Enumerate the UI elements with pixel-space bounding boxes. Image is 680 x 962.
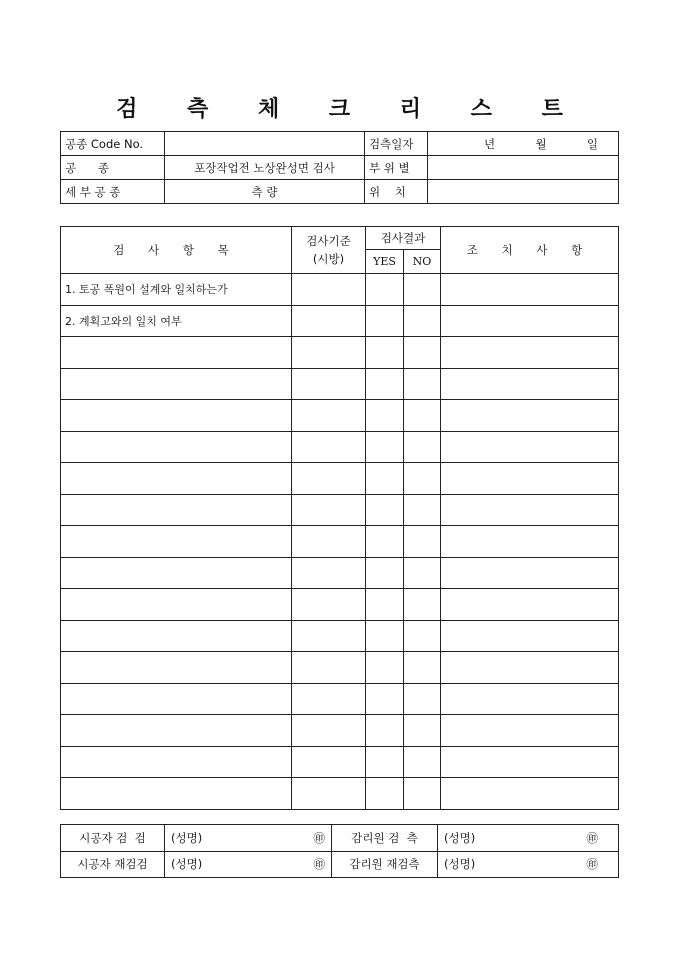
criteria-cell[interactable] — [292, 337, 366, 369]
name-placeholder: (성명) — [171, 857, 203, 872]
action-cell[interactable] — [441, 400, 619, 432]
yes-cell[interactable] — [366, 526, 404, 558]
criteria-cell[interactable] — [292, 368, 366, 400]
date-day-label: 일 — [586, 136, 598, 151]
table-row — [61, 400, 619, 432]
table-row — [61, 778, 619, 810]
yes-cell[interactable] — [366, 746, 404, 778]
no-cell[interactable] — [404, 526, 441, 558]
yes-cell[interactable] — [366, 494, 404, 526]
yes-cell[interactable] — [366, 557, 404, 589]
item-cell[interactable] — [61, 589, 292, 621]
item-cell[interactable] — [61, 683, 292, 715]
table-row — [61, 274, 619, 306]
criteria-cell[interactable] — [292, 683, 366, 715]
item-cell[interactable] — [61, 526, 292, 558]
yes-cell[interactable] — [366, 431, 404, 463]
col-header-result: 검사결과 — [366, 227, 441, 250]
col-header-no: NO — [404, 250, 441, 274]
no-cell[interactable] — [404, 589, 441, 621]
yes-cell[interactable] — [366, 368, 404, 400]
item-cell[interactable]: 1. 토공 폭원이 설계와 일치하는가 — [61, 274, 292, 306]
no-cell[interactable] — [404, 305, 441, 337]
contractor-inspect-sign-field[interactable] — [165, 825, 332, 852]
criteria-cell[interactable] — [292, 778, 366, 810]
criteria-cell[interactable] — [292, 746, 366, 778]
col-header-item: 검 사 항 목 — [61, 227, 292, 274]
action-cell[interactable] — [441, 368, 619, 400]
work-code-label: 공종 Code No. — [61, 132, 165, 156]
supervisor-reinspect-label: 감리원 재검측 — [332, 851, 438, 878]
table-row — [61, 463, 619, 495]
criteria-cell[interactable] — [292, 557, 366, 589]
supervisor-inspect-sign-field[interactable] — [438, 825, 619, 852]
action-cell[interactable] — [441, 337, 619, 369]
action-cell[interactable] — [441, 557, 619, 589]
action-cell[interactable] — [441, 463, 619, 495]
name-placeholder: (성명) — [444, 857, 476, 872]
item-cell[interactable] — [61, 652, 292, 684]
no-cell[interactable] — [404, 337, 441, 369]
name-placeholder: (성명) — [171, 830, 203, 845]
col-header-criteria — [292, 227, 366, 274]
location-field[interactable] — [428, 180, 619, 204]
criteria-cell[interactable] — [292, 305, 366, 337]
criteria-cell[interactable] — [292, 526, 366, 558]
part-label: 부 위 별 — [365, 156, 428, 180]
table-row — [61, 683, 619, 715]
no-cell[interactable] — [404, 431, 441, 463]
yes-cell[interactable] — [366, 683, 404, 715]
table-row — [61, 431, 619, 463]
action-cell[interactable] — [441, 683, 619, 715]
no-cell[interactable] — [404, 274, 441, 306]
table-row — [61, 337, 619, 369]
no-cell[interactable] — [404, 778, 441, 810]
no-cell[interactable] — [404, 683, 441, 715]
criteria-cell[interactable] — [292, 715, 366, 747]
signature-table — [60, 824, 619, 878]
table-row — [61, 715, 619, 747]
seal-icon: ㊞ — [313, 830, 325, 845]
criteria-cell[interactable] — [292, 589, 366, 621]
action-cell[interactable] — [441, 746, 619, 778]
table-row — [61, 746, 619, 778]
criteria-cell[interactable] — [292, 400, 366, 432]
seal-icon: ㊞ — [586, 857, 598, 872]
supervisor-inspect-label: 감리원 검 측 — [332, 825, 438, 852]
yes-cell[interactable] — [366, 620, 404, 652]
yes-cell[interactable] — [366, 305, 404, 337]
yes-cell[interactable] — [366, 589, 404, 621]
item-cell[interactable] — [61, 337, 292, 369]
table-row — [61, 557, 619, 589]
table-row — [61, 526, 619, 558]
date-year-label: 년 — [484, 136, 496, 151]
contractor-reinspect-label: 시공자 재검검 — [61, 851, 165, 878]
no-cell[interactable] — [404, 715, 441, 747]
table-row — [61, 494, 619, 526]
name-placeholder: (성명) — [444, 830, 476, 845]
no-cell[interactable] — [404, 652, 441, 684]
item-cell[interactable] — [61, 400, 292, 432]
item-cell[interactable] — [61, 778, 292, 810]
item-cell[interactable] — [61, 557, 292, 589]
no-cell[interactable] — [404, 368, 441, 400]
part-field[interactable] — [428, 156, 619, 180]
no-cell[interactable] — [404, 400, 441, 432]
no-cell[interactable] — [404, 746, 441, 778]
yes-cell[interactable] — [366, 652, 404, 684]
item-cell[interactable]: 2. 계획고와의 일치 여부 — [61, 305, 292, 337]
table-row — [61, 305, 619, 337]
item-cell[interactable] — [61, 431, 292, 463]
table-row — [61, 589, 619, 621]
criteria-cell[interactable] — [292, 494, 366, 526]
yes-cell[interactable] — [366, 778, 404, 810]
work-type-label: 공 종 — [61, 156, 165, 180]
table-row — [61, 620, 619, 652]
action-cell[interactable] — [441, 589, 619, 621]
item-cell[interactable] — [61, 494, 292, 526]
table-row — [61, 368, 619, 400]
action-cell[interactable] — [441, 526, 619, 558]
no-cell[interactable] — [404, 494, 441, 526]
no-cell[interactable] — [404, 557, 441, 589]
action-cell[interactable] — [441, 274, 619, 306]
criteria-cell[interactable] — [292, 463, 366, 495]
yes-cell[interactable] — [366, 400, 404, 432]
yes-cell[interactable] — [366, 337, 404, 369]
contractor-inspect-label: 시공자 검 검 — [61, 825, 165, 852]
detail-work-value[interactable]: 측 량 — [165, 180, 365, 204]
item-cell[interactable] — [61, 463, 292, 495]
criteria-cell[interactable] — [292, 431, 366, 463]
contractor-reinspect-sign-field[interactable] — [165, 851, 332, 878]
item-cell[interactable] — [61, 620, 292, 652]
table-row — [61, 652, 619, 684]
action-cell[interactable] — [441, 652, 619, 684]
action-cell[interactable] — [441, 305, 619, 337]
criteria-cell[interactable] — [292, 620, 366, 652]
action-cell[interactable] — [441, 715, 619, 747]
seal-icon: ㊞ — [586, 830, 598, 845]
inspection-date-label: 검측일자 — [365, 132, 428, 156]
action-cell[interactable] — [441, 431, 619, 463]
header-table — [60, 131, 619, 204]
seal-icon: ㊞ — [313, 857, 325, 872]
col-header-yes: YES — [366, 250, 404, 274]
criteria-cell[interactable] — [292, 652, 366, 684]
supervisor-reinspect-sign-field[interactable] — [438, 851, 619, 878]
item-cell[interactable] — [61, 746, 292, 778]
yes-cell[interactable] — [366, 715, 404, 747]
work-code-field[interactable] — [165, 132, 365, 156]
yes-cell[interactable] — [366, 274, 404, 306]
item-cell[interactable] — [61, 368, 292, 400]
item-cell[interactable] — [61, 715, 292, 747]
inspection-date-field[interactable] — [428, 132, 619, 156]
col-header-action: 조 치 사 항 — [441, 227, 619, 274]
detail-work-label: 세 부 공 종 — [61, 180, 165, 204]
page-title: 검 측 체 크 리 스 트 — [116, 96, 584, 122]
action-cell[interactable] — [441, 494, 619, 526]
action-cell[interactable] — [441, 778, 619, 810]
work-type-value[interactable]: 포장작업전 노상완성면 검사 — [165, 156, 365, 180]
criteria-label: 검사기준 — [306, 234, 351, 248]
location-label: 위 치 — [365, 180, 428, 204]
no-cell[interactable] — [404, 463, 441, 495]
inspection-items-table — [60, 226, 619, 810]
date-month-label: 월 — [535, 136, 547, 151]
yes-cell[interactable] — [366, 463, 404, 495]
action-cell[interactable] — [441, 620, 619, 652]
criteria-sub-label: (시방) — [312, 252, 345, 266]
items-body — [61, 274, 619, 810]
criteria-cell[interactable] — [292, 274, 366, 306]
no-cell[interactable] — [404, 620, 441, 652]
